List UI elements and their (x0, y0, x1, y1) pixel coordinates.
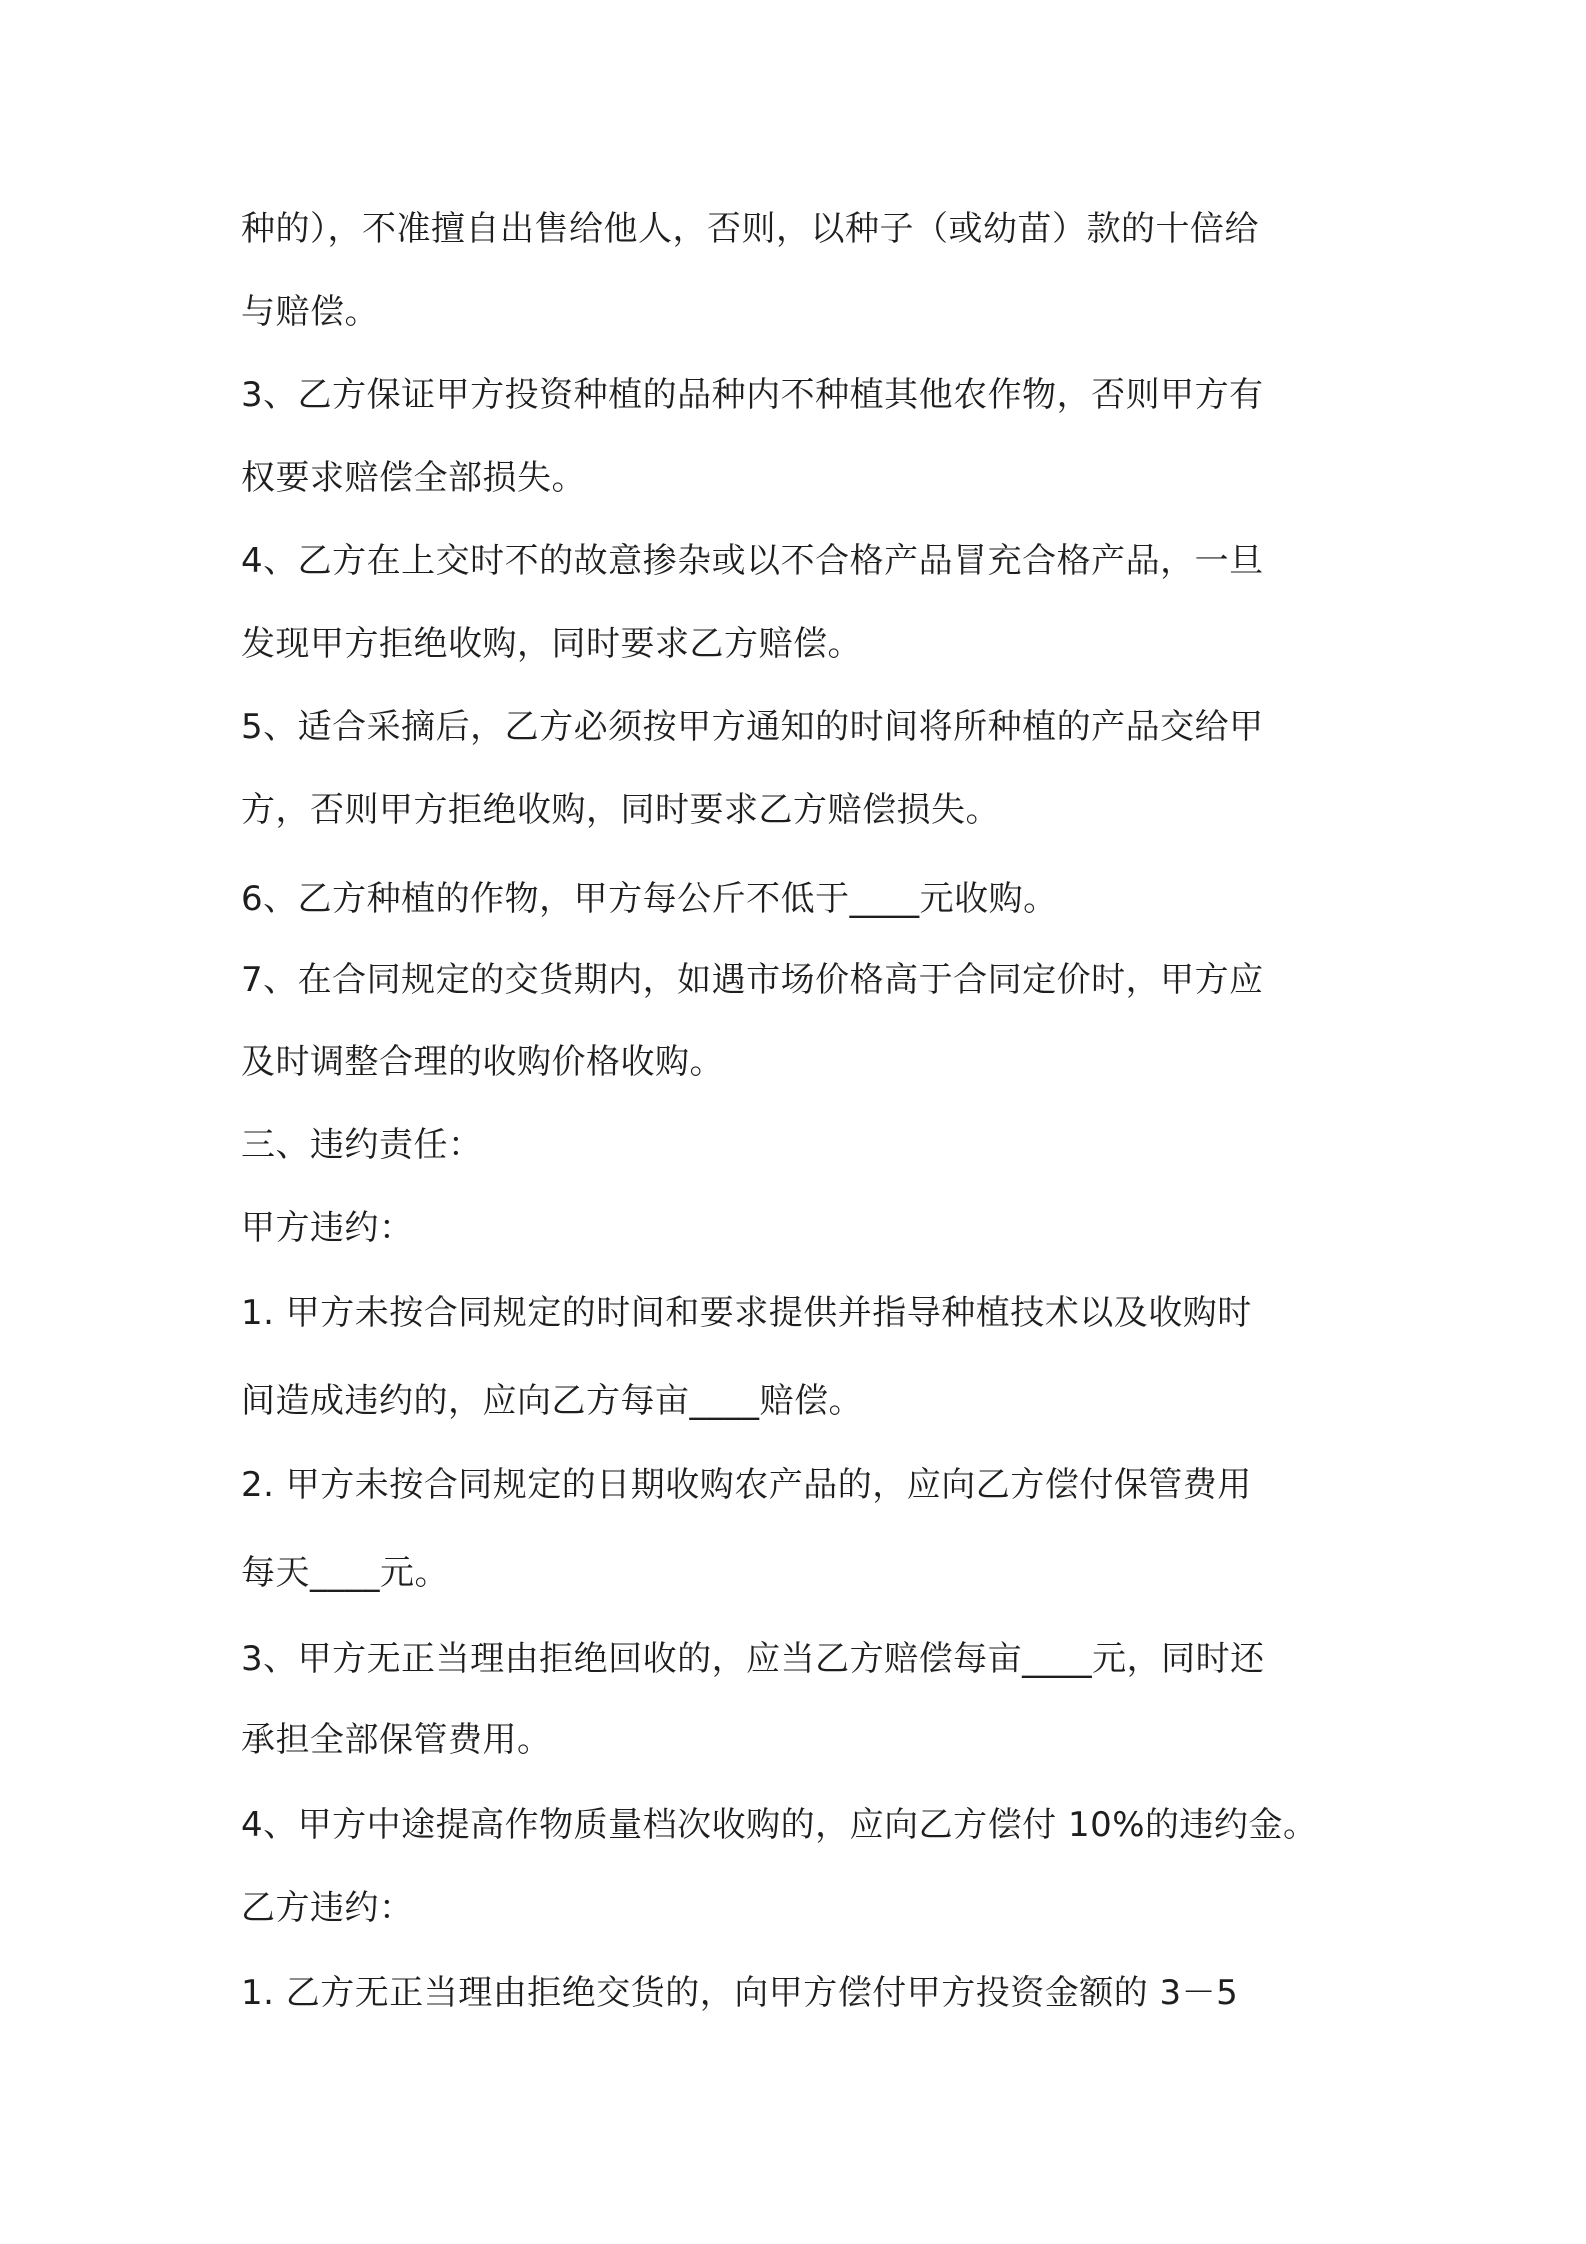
text-line: 方，否则甲方拒绝收购，同时要求乙方赔偿损失。 (241, 790, 1000, 830)
text-line: 6、乙方种植的作物，甲方每公斤不低于____元收购。 (241, 879, 1058, 919)
text-line: 1. 甲方未按合同规定的时间和要求提供并指导种植技术以及收购时 (241, 1293, 1252, 1333)
text-line: 权要求赔偿全部损失。 (241, 458, 586, 498)
text-line: 2. 甲方未按合同规定的日期收购农产品的，应向乙方偿付保管费用 (241, 1465, 1252, 1505)
text-line: 4、乙方在上交时不的故意掺杂或以不合格产品冒充合格产品，一旦 (241, 541, 1264, 581)
text-line: 4、甲方中途提高作物质量档次收购的，应向乙方偿付 10%的违约金。 (241, 1805, 1318, 1845)
text-line: 每天____元。 (241, 1553, 449, 1593)
subsection-heading: 甲方违约： (241, 1208, 414, 1248)
text-line: 3、甲方无正当理由拒绝回收的，应当乙方赔偿每亩____元，同时还 (241, 1639, 1265, 1679)
text-line: 5、适合采摘后，乙方必须按甲方通知的时间将所种植的产品交给甲 (241, 707, 1264, 747)
text-line: 种的），不准擅自出售给他人，否则，以种子（或幼苗）款的十倍给 (241, 209, 1259, 249)
text-line: 与赔偿。 (241, 292, 379, 332)
text-line: 间造成违约的，应向乙方每亩____赔偿。 (241, 1381, 863, 1421)
text-line: 及时调整合理的收购价格收购。 (241, 1042, 724, 1082)
subsection-heading: 乙方违约： (241, 1888, 414, 1928)
text-line: 3、乙方保证甲方投资种植的品种内不种植其他农作物，否则甲方有 (241, 375, 1264, 415)
text-line: 承担全部保管费用。 (241, 1720, 552, 1760)
section-heading: 三、违约责任： (241, 1125, 483, 1165)
text-line: 7、在合同规定的交货期内，如遇市场价格高于合同定价时，甲方应 (241, 960, 1264, 1000)
text-line: 1. 乙方无正当理由拒绝交货的，向甲方偿付甲方投资金额的 3－5 (241, 1973, 1239, 2013)
text-line: 发现甲方拒绝收购，同时要求乙方赔偿。 (241, 624, 862, 664)
